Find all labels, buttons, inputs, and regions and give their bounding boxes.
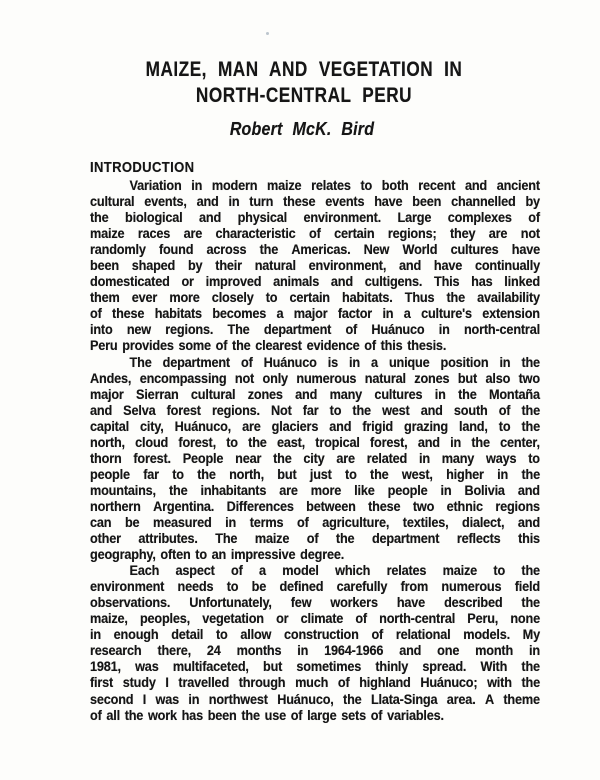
text-line: Peru provides some of the clearest evidence of this thesis. [90, 338, 447, 354]
text-line: of these habitats becomes a major factor in a culture's extension [90, 306, 540, 322]
text-line: cultural events, and in turn these events have been channelled by [90, 194, 540, 210]
text-line: environment needs to be defined carefully from numerous field [90, 579, 540, 595]
text-line: thorn forest. People near the city are related in many ways to [90, 450, 540, 466]
article-title [58, 57, 550, 109]
text-line: domesticated or improved animals and cultigens. This has linked [90, 274, 540, 290]
text-line: north, cloud forest, to the east, tropical forest, and in the center, [90, 434, 540, 450]
text-line: second I was in northwest Huánuco, the Llata-Singa area. A theme [90, 691, 540, 707]
text-line: other attributes. The maize of the department reflects this [90, 531, 540, 547]
text-line: into new regions. The department of Huánuco in north-central [90, 322, 540, 338]
text-line: of all the work has been the use of large sets of variables. [90, 707, 444, 723]
text-line: been shaped by their natural environment, and have continually [90, 258, 540, 274]
text-line: first study I travelled through much of highland Huánuco; with the [90, 675, 540, 691]
section-heading-introduction: INTRODUCTION [90, 160, 195, 176]
title-line-2: NORTH-CENTRAL PERU [195, 84, 413, 107]
text-line: can be measured in terms of agriculture, textiles, dialect, and [90, 514, 540, 530]
text-line: maize races are characteristic of certain regions; they are not [90, 226, 540, 242]
text-line: observations. Unfortunately, few workers have described the [90, 595, 540, 611]
text-line: capital city, Huánuco, are glaciers and frigid grazing land, to the [90, 418, 540, 434]
text-line: The department of Huánuco is in a unique position in the [129, 354, 540, 370]
paragraph-1 [90, 178, 540, 355]
text-line: randomly found across the Americas. New World cultures have [90, 242, 540, 258]
text-line: maize, peoples, vegetation or climate of north-central Peru, none [90, 611, 540, 627]
text-line: research there, 24 months in 1964-1966 and one month in [90, 643, 540, 659]
article-body [90, 178, 540, 724]
text-line: and Selva forest regions. Not far to the west and south of the [90, 402, 540, 418]
text-line: Andes, encompassing not only numerous natural zones but also two [90, 370, 540, 386]
text-line: in enough detail to allow construction of relational models. My [90, 627, 540, 643]
text-line: people far to the north, but just to the west, higher in the [90, 466, 540, 482]
text-line: major Sierran cultural zones and many cultures in the Montaña [90, 386, 540, 402]
author-block [0, 118, 600, 140]
text-line: the biological and physical environment. Large complexes of [90, 210, 540, 226]
text-line: them ever more closely to certain habitats. Thus the availability [90, 290, 540, 306]
text-line: geography, often to an impressive degree. [90, 547, 345, 563]
author-name: Robert McK. Bird [229, 119, 375, 139]
paragraph-2 [90, 355, 540, 564]
text-line: 1981, was multifaceted, but sometimes thinly spread. With the [90, 659, 540, 675]
text-line: northern Argentina. Differences between these two ethnic regions [90, 498, 540, 514]
text-line: mountains, the inhabitants are more like people in Bolivia and [90, 482, 540, 498]
text-line: Variation in modern maize relates to both recent and ancient [129, 178, 540, 193]
scan-speck [266, 32, 269, 35]
paragraph-3 [90, 563, 540, 723]
title-block [0, 57, 600, 109]
text-line: Each aspect of a model which relates maize to the [129, 563, 540, 579]
title-line-1: MAIZE, MAN AND VEGETATION IN [145, 58, 463, 81]
